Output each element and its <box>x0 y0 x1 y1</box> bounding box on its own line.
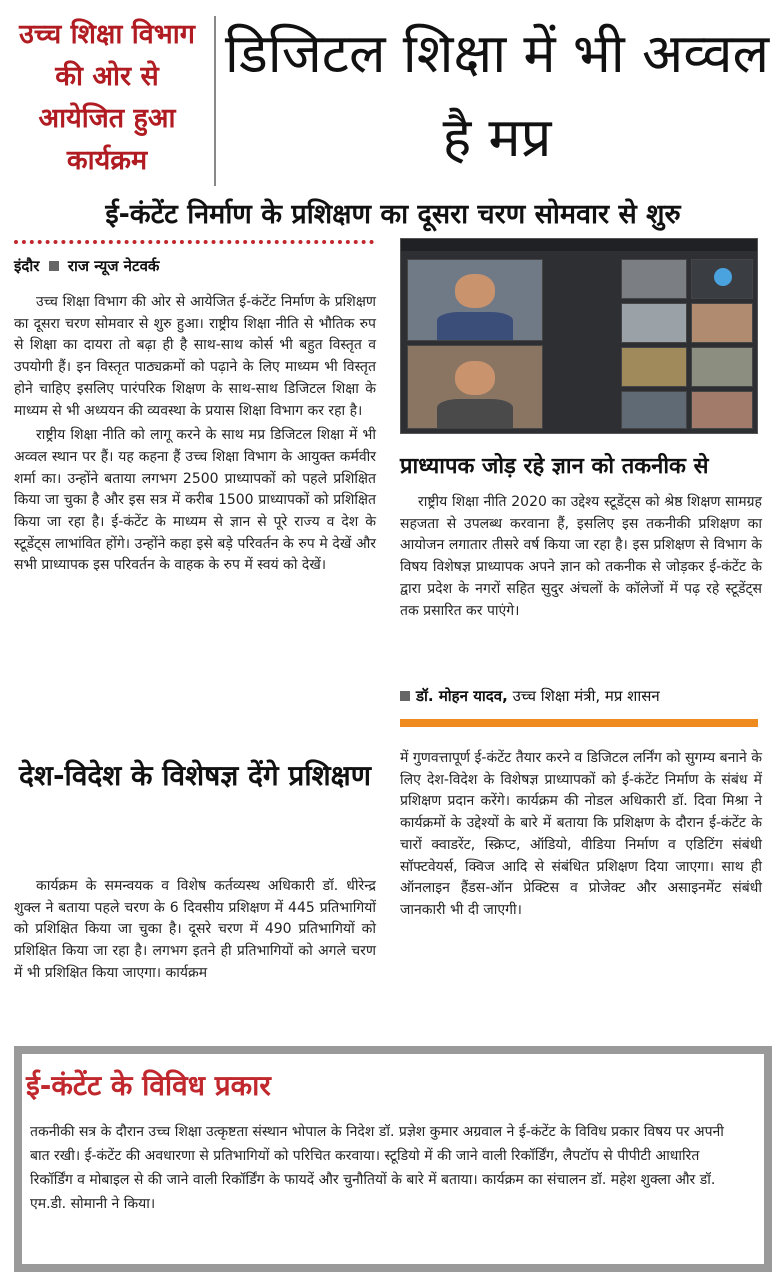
square-bullet-icon <box>49 261 59 271</box>
quote-name: डॉ. मोहन यादव, <box>416 687 508 705</box>
kicker-text: उच्च शिक्षा विभाग की ओर से आयेजित हुआ कार्यक्रम <box>19 19 195 176</box>
participant-tile <box>621 347 687 387</box>
left-column-body <box>14 292 376 580</box>
vertical-divider <box>214 16 216 186</box>
paragraph: राष्ट्रीय शिक्षा नीति 2020 का उद्देश्य स्टूडेंट्स को श्रेष्ठ शिक्षण सामग्रह सहजता से उपलब्ध करवाना हैं, इसलिए इस तकनीकी प्रशिक्षण का आयोजन लगातार तीसरे वर्ष किया जा रहा है। इस प्रशिक्षण से विभाग के विषय विशेषज्ञ प्राध्यापक अपने ज्ञान को तकनीक से जोड़कर ई-कंटेंट के द्वारा प्रदेश के नगरों सहित सुदुर अंचलों के कॉलेजों में पढ़ रहे स्टूडेंट्स तक प्रसारित कर पाएंगे। <box>400 494 762 619</box>
quote-attribution <box>400 686 660 706</box>
video-conference-photo <box>400 238 758 434</box>
participant-tile <box>621 259 687 299</box>
left-column-body-2 <box>14 876 376 985</box>
byline <box>14 256 159 276</box>
headline: डिजिटल शिक्षा में भी अव्वल है मप्र <box>224 22 770 169</box>
byline-source: राज न्यूज नेटवर्क <box>67 257 160 275</box>
right-subheading: प्राध्यापक जोड़ रहे ज्ञान को तकनीक से <box>400 454 709 479</box>
participant-tile <box>407 345 543 429</box>
participant-tile <box>621 391 687 429</box>
conference-toolbar <box>401 239 757 251</box>
participant-tile <box>691 347 753 387</box>
participant-tile <box>621 303 687 343</box>
participant-tile <box>691 259 753 299</box>
dotted-divider <box>14 240 374 244</box>
info-box-body: तकनीकी सत्र के दौरान उच्च शिक्षा उत्कृष्टता संस्थान भोपाल के निदेश डॉ. प्रज्ञेश कुमार अग्रवाल ने ई-कंटेंट के विविध प्रकार विषय पर अपनी बात रखी। ई-कंटेंट की अवधारणा से प्रतिभागियों को परिचित करवाया। स्टूडियो में की जाने वाली रिकॉर्डिंग, लैपटॉप से पीपीटी आधारित रिकॉर्डिंग व मोबाइल से की जाने वाली रिकॉर्डिंग के फायदें और चुनौतियों के बारे में बताया। कार्यक्रम का संचालन डॉ. महेश शुक्ला और डॉ. एम.डी. सोमानी ने किया। <box>30 1124 724 1212</box>
right-column-body <box>400 492 762 622</box>
participant-tile <box>691 303 753 343</box>
subheadline: ई-कंटेंट निर्माण के प्रशिक्षण का दूसरा चरण सोमवार से शुरु <box>105 199 681 230</box>
participant-tile <box>407 259 543 341</box>
participant-tile <box>691 391 753 429</box>
quote-title: उच्च शिक्षा मंत्री, मप्र शासन <box>512 687 660 705</box>
square-bullet-icon <box>400 691 410 701</box>
right-column-body-2: में गुणवत्तापूर्ण ई-कंटेंट तैयार करने व डिजिटल लर्निंग को सुगम्य बनाने के लिए देश-विदेश के विशेषज्ञ प्राध्यापकों को ई-कंटेंट निर्माण के संबंध में प्रशिक्षण प्रदान करेंगे। कार्यक्रम की नोडल अधिकारी डॉ. दिवा मिश्रा ने कार्यक्रमों के उद्देश्यों के बारे में बताया कि प्रशिक्षण के दौरान ई-कंटेंट के चारों क्वाडरेंट, स्क्रिप्ट, ऑडियो, वीडिया निर्माण व एडिटिंग संबंधी सॉफ्टवेयर्स, क्विज आदि से संबंधित प्रशिक्षण दिया जाएगा। साथ ही ऑनलाइन हैंडस-ऑन प्रेक्टिस व प्रोजेक्ट और असाइनमेंट संबंधी जानकारी भी दी जाएगी। <box>400 750 762 918</box>
paragraph: राष्ट्रीय शिक्षा नीति को लागू करने के साथ मप्र डिजिटल शिक्षा में भी अव्वल स्थान पर हैं। यह कहना हैं उच्च शिक्षा विभाग के आयुक्त कर्मवीर शर्मा का। उन्होंने बताया लगभग 2500 प्राध्यापकों को पहले प्रशिक्षित किया जा चुका है और इस सत्र में करीब 1500 प्राध्यापकों को प्रशिक्षित किया जा रहा है। ई-कंटेंट के माध्यम से ज्ञान से पूरे राज्य व देश के स्टूडेंट्स लाभांवित होंगे। उन्होंने कहा इसे बड़े परिवर्तन के रुप मे देखें और सभी प्राध्यापक इस परिवर्तन के वाहक के रुप में स्वयं को देखें। <box>14 427 376 574</box>
orange-divider <box>400 719 758 727</box>
paragraph: कार्यक्रम के समन्वयक व विशेष कर्तव्यस्थ अधिकारी डॉ. धीरेन्द्र शुक्ल ने बताया पहले चरण के 6 दिवसीय प्रशिक्षण में 445 प्रतिभागियों को प्रशिक्षित किया जा चुका है। दूसरे चरण में 490 प्रतिभागियों को प्रशिक्षित किया जा रहा है। लगभग इतने ही प्रतिभागियों को अगले चरण में भी प्रशिक्षित किया जाएगा। कार्यक्रम <box>14 878 376 981</box>
left-subheading: देश-विदेश के विशेषज्ञ देंगे प्रशिक्षण <box>19 759 371 792</box>
info-box-title: ई-कंटेंट के विविध प्रकार <box>26 1069 271 1102</box>
paragraph: उच्च शिक्षा विभाग की ओर से आयेजित ई-कंटेंट निर्माण के प्रशिक्षण का दूसरा चरण सोमवार से शुरु हुआ। राष्ट्रीय शिक्षा नीति से भौतिक रुप से शिक्षा का दायरा तो बढ़ा ही है साथ-साथ कोर्स भी बहुत विस्तृत व उपयोगी हैं। इन विस्तृत पाठ्यक्रमों को पढ़ाने के लिए माध्यम भी विस्तृत होने चाहिए इसलिए पारंपरिक शिक्षण के साथ-साथ डिजिटल शिक्षा के माध्यम से भी अध्ययन की व्यवस्था के प्रयास शिक्षा विभाग कर रहा है। <box>14 294 376 419</box>
byline-city: इंदौर <box>14 257 40 275</box>
